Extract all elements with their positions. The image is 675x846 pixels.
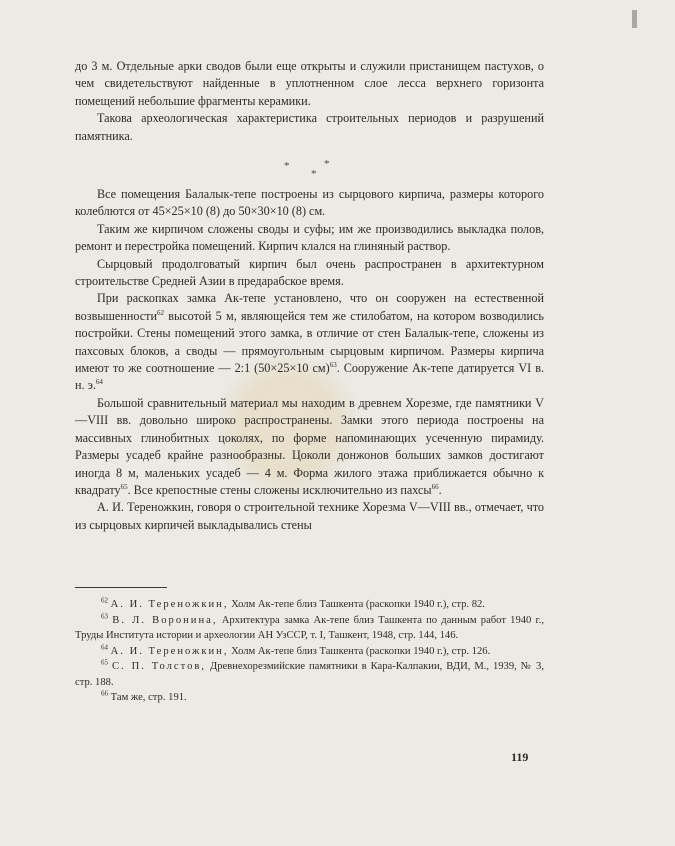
- footnote-66: $^{66}$ Там же, стр. 191.: [101, 689, 187, 703]
- paragraph-4: При раскопках замка Ак-тепе установлено, что он сооружен на естественной возвышенности$^{62}$ высотой 5 м, являющейся тем же стилобатом, на котором возводились постройки. Стены помещений этого замка, в отличие от стен Балалык-тепе, сложены из пахсовых блоков, а своды — прямоугольным сырцовым кирпичом. Размеры кирпича имеют то же соотношение — 2:1 (50×25×10 см)$^{63}$. Сооружение Ак-тепе датируется VI в. н. э.$^{64}$: [75, 291, 544, 393]
- footnote-ref: 64: [95, 378, 103, 387]
- paragraph-continued: до 3 м. Отдельные арки сводов были еще открыты и служили пристанищем пастухов, о чем свидетельствуют найденные в уплотненном слое лесса верхнего горизонта помещений небольшие фрагменты керамики.: [75, 59, 544, 108]
- footnote-ref: 66: [431, 482, 439, 491]
- footnote-ref: 65: [120, 482, 128, 491]
- paragraph-5: Большой сравнительный материал мы находим в древнем Хорезме, где памятники V—VIII вв. довольно широко распространены. Замки этого периода построены на массивных глинобитных цоколях, по форме напоминающих усеченную пирамиду. Размеры усадеб крайне разнообразны. Цоколи донжонов больших замков достигают иногда 8 м, маленьких усадеб — 4 м. Форма жилого этажа приближается обычно к квадрату$^{65}$. Все крепостные стены сложены исключительно из пахсы$^{66}$.: [75, 395, 544, 497]
- footnote-63: $^{63}$ В. Л. Воронина, Архитектура замка Ак-тепе близ Ташкента по данным работ 1940 г., Труды Института истории и археологии АН УзССР, т. I, Ташкент, 1948, стр. 144, 146.: [75, 611, 544, 641]
- page-number: 119: [511, 750, 529, 764]
- paragraph-1: Все помещения Балалык-тепе построены из сырцового кирпича, размеры которого колеблются от 45×25×10 (8) до 50×30×10 (8) см.: [75, 187, 544, 219]
- section-text: [75, 186, 544, 534]
- footnote-62: $^{62}$ А. И. Тереножкин, Холм Ак-тепе близ Ташкента (раскопки 1940 г.), стр. 82.: [101, 596, 485, 610]
- footnote-ref: 63: [329, 361, 337, 369]
- footnote-64: $^{64}$ А. И. Тереножкин, Холм Ак-тепе близ Ташкента (раскопки 1940 г.), стр. 126.: [101, 642, 491, 657]
- main-text: [75, 58, 544, 145]
- paragraph-3: Сырцовый продолговатый кирпич был очень распространен в архитектурном строительстве Средней Азии в предарабское время.: [75, 256, 544, 289]
- section-separator: * * *: [284, 158, 330, 180]
- paragraph-6: А. И. Тереножкин, говоря о строительной технике Хорезма V—VIII вв., отмечает, что из сырцовых кирпичей выкладывались стены: [75, 500, 544, 532]
- footnote-ref: 62: [157, 308, 165, 317]
- paragraph-summary: Такова археологическая характеристика строительных периодов и разрушений памятника.: [75, 111, 544, 143]
- footnotes: [75, 597, 544, 706]
- footnote-divider: [75, 587, 167, 588]
- footnote-65: $^{65}$ С. П. Толстов, Древнехорезмийские памятники в Кара-Калпакии, ВДИ, М., 1939, № 3, стр. 188.: [75, 658, 544, 688]
- scan-edge-mark: [632, 10, 637, 28]
- paragraph-2: Таким же кирпичом сложены своды и суфы; им же производились выкладка полов, ремонт и перестройка помещений. Кирпич клался на глиняный раствор.: [75, 221, 544, 254]
